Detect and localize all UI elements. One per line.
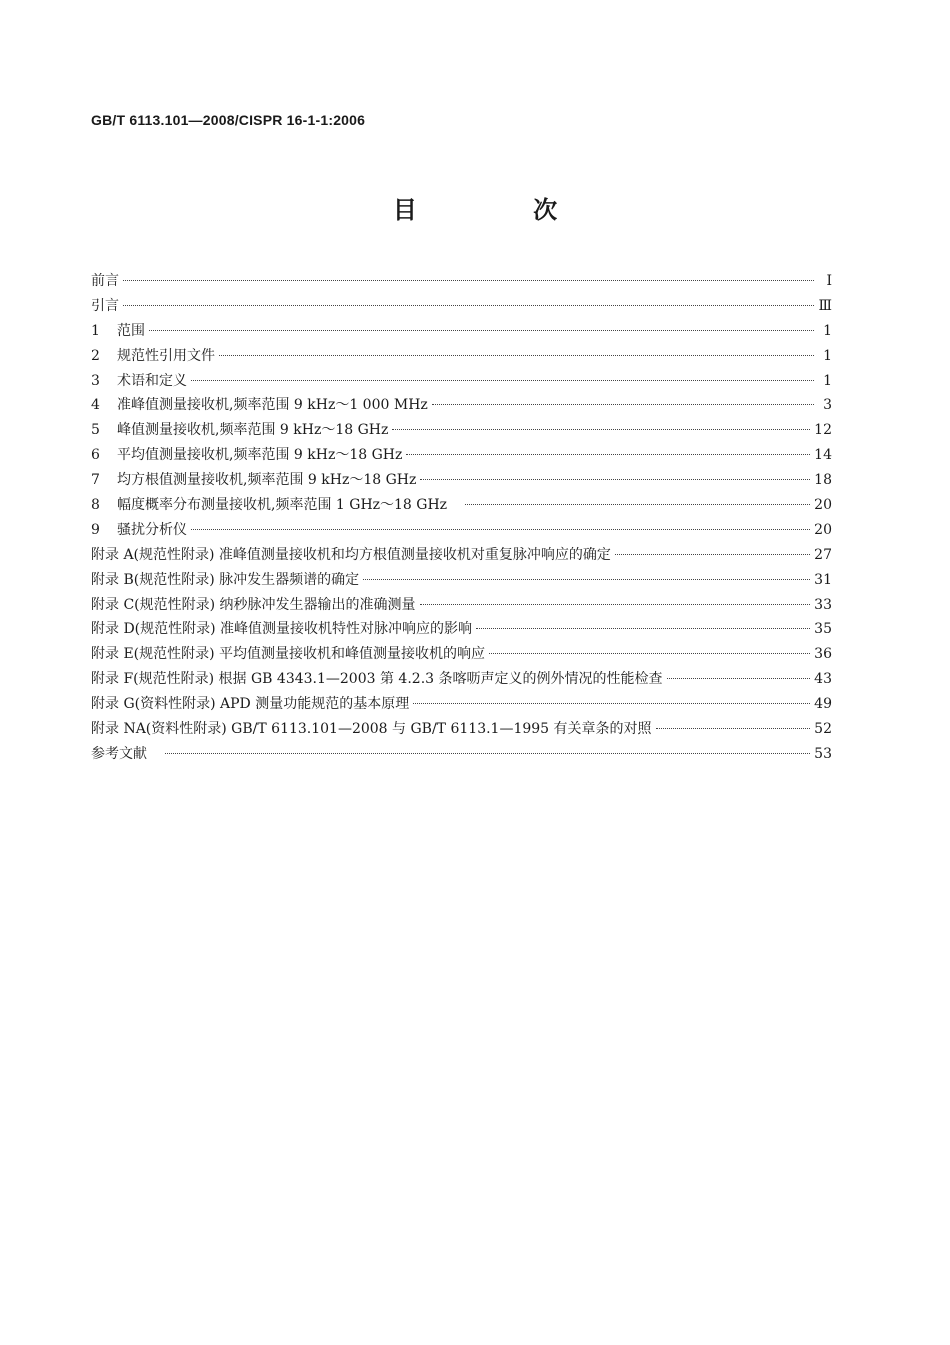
toc-label: 范围	[117, 322, 145, 339]
toc-label: 附录 E(规范性附录) 平均值测量接收机和峰值测量接收机的响应	[91, 646, 486, 663]
toc-label: 引言	[91, 297, 119, 314]
toc-label: 规范性引用文件	[117, 347, 215, 364]
toc-page-number: 14	[814, 447, 832, 464]
toc-entry-annex-c[interactable]	[91, 594, 832, 619]
toc-page-number: 36	[814, 646, 832, 663]
toc-page-number: 1	[823, 372, 832, 389]
toc-leader	[165, 753, 810, 754]
toc-entry-2[interactable]	[91, 345, 832, 370]
toc-leader	[476, 628, 810, 629]
toc-label: 附录 D(规范性附录) 准峰值测量接收机特性对脉冲响应的影响	[91, 621, 473, 638]
toc-entry-1[interactable]	[91, 320, 832, 345]
toc-label: 参考文献	[91, 745, 147, 762]
toc-entry-8[interactable]	[91, 494, 832, 519]
toc-entry-annex-a[interactable]	[91, 544, 832, 569]
toc-page-number: 20	[814, 497, 832, 514]
toc-entry-annex-g[interactable]	[91, 693, 832, 718]
toc-label: 准峰值测量接收机,频率范围 9 kHz～1 000 MHz	[117, 397, 428, 414]
toc-leader	[392, 429, 810, 430]
toc-number: 3	[91, 372, 100, 389]
toc-page-number: 35	[814, 621, 832, 638]
toc-label: 术语和定义	[117, 372, 187, 389]
toc-page-number: 1	[823, 322, 832, 339]
toc-page-number: 12	[814, 422, 832, 439]
toc-leader	[432, 404, 814, 405]
toc-leader	[656, 728, 811, 729]
toc-page-number: 18	[814, 472, 832, 489]
toc-label: 骚扰分析仪	[117, 521, 187, 538]
toc-number: 8	[91, 497, 100, 514]
toc-entry-7[interactable]	[91, 469, 832, 494]
toc-page-number: 53	[814, 745, 832, 762]
toc-page-number: 52	[814, 721, 832, 738]
toc-entry-introduction[interactable]	[91, 295, 832, 320]
toc-page-number: 31	[814, 571, 832, 588]
toc-number: 7	[91, 472, 100, 489]
table-of-contents	[91, 270, 832, 768]
toc-entry-5[interactable]	[91, 419, 832, 444]
toc-entry-6[interactable]	[91, 444, 832, 469]
toc-leader	[420, 604, 811, 605]
toc-label: 附录 B(规范性附录) 脉冲发生器频谱的确定	[91, 571, 360, 588]
toc-page-number: 43	[814, 671, 832, 688]
toc-leader	[191, 380, 814, 381]
toc-page-number: 33	[814, 596, 832, 613]
toc-leader	[363, 579, 810, 580]
toc-label: 幅度概率分布测量接收机,频率范围 1 GHz～18 GHz	[117, 497, 448, 514]
toc-leader	[615, 554, 810, 555]
toc-label: 均方根值测量接收机,频率范围 9 kHz～18 GHz	[117, 472, 417, 489]
toc-label: 附录 NA(资料性附录) GB/T 6113.101—2008 与 GB/T 6113.1—1995 有关章条的对照	[91, 721, 652, 738]
toc-entry-bibliography[interactable]	[91, 743, 832, 768]
toc-leader	[465, 504, 810, 505]
toc-leader	[123, 305, 814, 306]
toc-number: 9	[91, 521, 100, 538]
toc-entry-annex-b[interactable]	[91, 569, 832, 594]
document-code: GB/T 6113.101—2008/CISPR 16-1-1:2006	[91, 112, 366, 128]
toc-page-number: 20	[814, 521, 832, 538]
toc-label: 附录 F(规范性附录) 根据 GB 4343.1—2003 第 4.2.3 条喀呖声定义的例外情况的性能检查	[91, 671, 663, 688]
toc-number: 2	[91, 347, 100, 364]
toc-page-number: Ⅲ	[818, 297, 832, 314]
toc-page-number: 1	[823, 347, 832, 364]
toc-leader	[123, 280, 814, 281]
toc-entry-9[interactable]	[91, 519, 832, 544]
toc-page-number: 27	[814, 546, 832, 563]
toc-entry-annex-f[interactable]	[91, 668, 832, 693]
toc-entry-3[interactable]	[91, 370, 832, 395]
toc-number: 6	[91, 447, 100, 464]
toc-leader	[219, 355, 814, 356]
toc-label: 附录 G(资料性附录) APD 测量功能规范的基本原理	[91, 696, 410, 713]
page-title: 目 次	[392, 196, 612, 224]
toc-leader	[413, 703, 810, 704]
toc-entry-annex-d[interactable]	[91, 618, 832, 643]
toc-label: 附录 A(规范性附录) 准峰值测量接收机和均方根值测量接收机对重复脉冲响应的确定	[91, 546, 611, 563]
toc-page-number: 3	[823, 397, 832, 414]
toc-leader	[489, 653, 810, 654]
toc-label: 前言	[91, 273, 119, 289]
toc-label: 附录 C(规范性附录) 纳秒脉冲发生器输出的准确测量	[91, 596, 416, 613]
toc-entry-foreword[interactable]	[91, 270, 832, 295]
toc-label: 平均值测量接收机,频率范围 9 kHz～18 GHz	[117, 447, 403, 464]
toc-leader	[191, 529, 810, 530]
toc-page-number: 49	[814, 696, 832, 713]
toc-number: 1	[91, 322, 100, 339]
toc-label: 峰值测量接收机,频率范围 9 kHz～18 GHz	[117, 422, 389, 439]
toc-entry-4[interactable]	[91, 394, 832, 419]
toc-entry-annex-na[interactable]	[91, 718, 832, 743]
toc-leader	[420, 479, 810, 480]
toc-number: 4	[91, 397, 100, 414]
toc-page-number: Ⅰ	[826, 273, 832, 289]
toc-entry-annex-e[interactable]	[91, 643, 832, 668]
toc-leader	[667, 678, 811, 679]
toc-leader	[149, 330, 814, 331]
toc-leader	[406, 454, 810, 455]
toc-number: 5	[91, 422, 100, 439]
